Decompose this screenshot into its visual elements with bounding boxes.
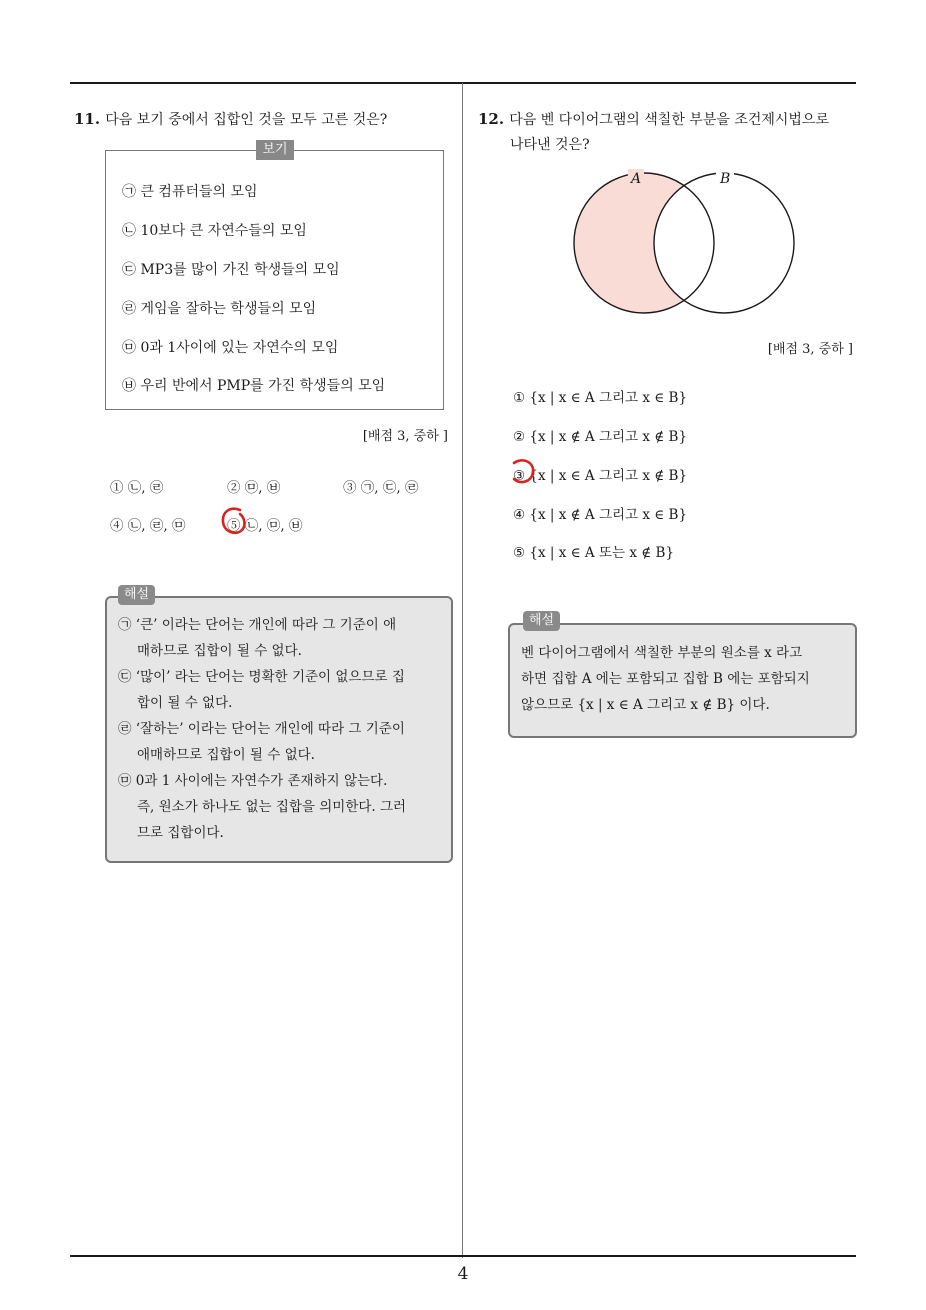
bogi-item: ㉥ 우리 반에서 PMP를 가진 학생들의 모임 [122, 378, 386, 394]
solution-line: 벤 다이어그램에서 색칠한 부분의 원소를 x 라고 [521, 645, 803, 661]
page-number: 4 [457, 1264, 469, 1284]
solution-line: ㉣ ‘잘하는’ 이라는 단어는 개인에 따라 그 기준이 [118, 721, 405, 737]
answer-circle-mark [505, 456, 539, 488]
solution-line: 하면 집합 A 에는 포함되고 집합 B 에는 포함되지 [521, 671, 810, 687]
question-prompt-continued: 나타낸 것은? [510, 137, 590, 153]
solution-line: 합이 될 수 없다. [137, 695, 233, 711]
answer-choice-5[interactable]: ⑤ ㉡, ㉤, ㉥ [227, 518, 303, 534]
venn-intersection-blank [654, 173, 794, 313]
question-prompt: 다음 벤 다이어그램의 색칠한 부분을 조건제시법으로 [509, 112, 829, 128]
solution-line: 므로 집합이다. [137, 825, 224, 841]
answer-choice-3[interactable]: ③ {x | x ∈ A 그리고 x ∉ B} [513, 468, 688, 484]
answer-choice-1[interactable]: ① ㉡, ㉣ [110, 480, 164, 496]
answer-choice-2[interactable]: ② ㉤, ㉥ [227, 480, 281, 496]
question-prompt: 다음 보기 중에서 집합인 것을 모두 고른 것은? [105, 112, 388, 128]
bogi-item: ㉣ 게임을 잘하는 학생들의 모임 [122, 301, 317, 317]
solution-line: 않으므로 {x | x ∈ A 그리고 x ∉ B} 이다. [521, 697, 770, 713]
answer-choice-5[interactable]: ⑤ {x | x ∈ A 또는 x ∉ B} [513, 545, 675, 561]
question-number: 12. [478, 110, 505, 128]
venn-diagram [560, 165, 810, 325]
solution-label: 해설 [118, 585, 155, 605]
answer-choice-4[interactable]: ④ {x | x ∉ A 그리고 x ∈ B} [513, 507, 688, 523]
solution-line: 매하므로 집합이 될 수 없다. [137, 643, 302, 659]
question-12-header [478, 109, 829, 129]
solution-line: ㉤ 0과 1 사이에는 자연수가 존재하지 않는다. [118, 773, 388, 789]
solution-line: 애매하므로 집합이 될 수 없다. [137, 747, 315, 763]
bogi-item: ㉡ 10보다 큰 자연수들의 모임 [122, 223, 307, 239]
column-divider [462, 83, 463, 1258]
answer-circle-mark [218, 506, 252, 538]
top-rule [70, 82, 856, 84]
solution-label: 해설 [523, 611, 560, 631]
answer-choice-3[interactable]: ③ ㉠, ㉢, ㉣ [343, 480, 419, 496]
venn-label-b: B [720, 171, 731, 187]
bogi-label: 보기 [256, 140, 294, 160]
answer-choice-1[interactable]: ① {x | x ∈ A 그리고 x ∈ B} [513, 390, 688, 406]
solution-line: 즉, 원소가 하나도 없는 집합을 의미한다. 그러 [137, 799, 407, 815]
question-11-header [74, 109, 387, 129]
solution-line: ㉢ ‘많이’ 라는 단어는 명확한 기준이 없으므로 집 [118, 669, 405, 685]
answer-choice-2[interactable]: ② {x | x ∉ A 그리고 x ∉ B} [513, 429, 688, 445]
bogi-item: ㉤ 0과 1사이에 있는 자연수의 모임 [122, 340, 339, 356]
venn-label-a: A [631, 171, 642, 187]
question-number: 11. [74, 110, 101, 128]
answer-choice-4[interactable]: ④ ㉡, ㉣, ㉤ [110, 518, 186, 534]
bogi-item: ㉢ MP3를 많이 가진 학생들의 모임 [122, 262, 340, 278]
bogi-item: ㉠ 큰 컴퓨터들의 모임 [122, 184, 258, 200]
marks-label: [배점 3, 중하 ] [362, 429, 448, 444]
bottom-rule [70, 1255, 856, 1257]
marks-label: [배점 3, 중하 ] [767, 342, 853, 357]
solution-line: ㉠ ‘큰’ 이라는 단어는 개인에 따라 그 기준이 애 [118, 617, 397, 633]
